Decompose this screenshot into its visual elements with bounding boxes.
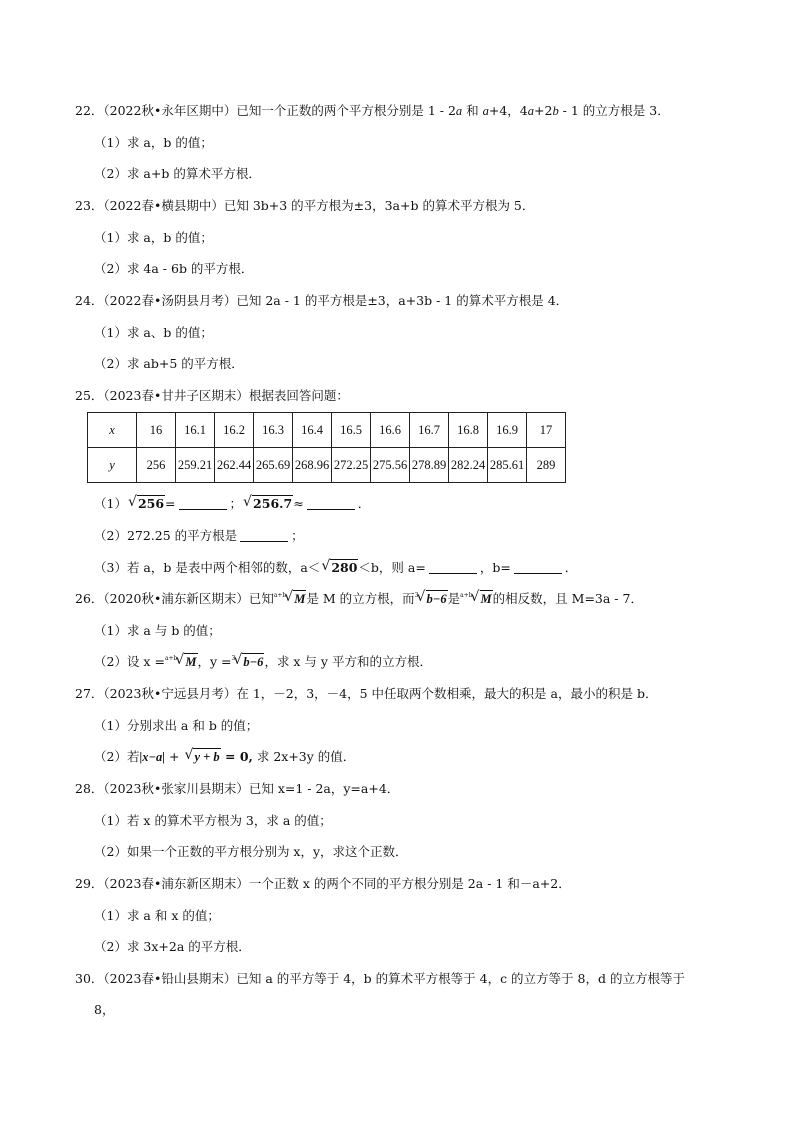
question-25-stem: 25．（2023春•甘井子区期末）根据表回答问题： xyxy=(75,388,349,403)
table-cell: 16.4 xyxy=(293,413,332,448)
question-27-stem: 27．（2023秋•宁远县月考）在 1，－2，3，－4，5 中任取两个数相乘，最大的积是 a，最小的积是 b． xyxy=(75,686,658,701)
sqrt-280: √ 280 xyxy=(321,560,358,576)
table-cell: 16.9 xyxy=(488,413,527,448)
question-25-part-2: （2）272.25 的平方根是 ； xyxy=(94,528,304,543)
question-24-part-2: （2）求 ab+5 的平方根． xyxy=(94,356,244,371)
question-29-part-1: （1）求 a 和 x 的值； xyxy=(94,908,220,923)
question-22-part-1: （1）求 a，b 的值； xyxy=(94,135,213,150)
sqrt-y-plus-b: √ y + b xyxy=(184,749,220,765)
table-cell: 16.8 xyxy=(449,413,488,448)
sqrt-256: √ 256 xyxy=(128,496,165,512)
root-M: √ M xyxy=(284,591,306,607)
answer-blank[interactable] xyxy=(240,529,288,542)
question-27-part-2: （2）若|x−a| + √ y + b = 0, 求 2x+3y 的值． xyxy=(94,749,355,765)
table-row-y xyxy=(88,448,566,483)
table-cell: 16.1 xyxy=(176,413,215,448)
table-cell: 16.3 xyxy=(254,413,293,448)
question-24-part-1: （1）求 a、b 的值； xyxy=(94,325,213,340)
question-22-stem: 22．（2022秋•永年区期中）已知一个正数的两个平方根分别是 1 - 2a 和 a+4，4a+2b - 1 的立方根是 3． xyxy=(75,103,670,118)
table-cell: 16.2 xyxy=(215,413,254,448)
table-cell: 16 xyxy=(137,413,176,448)
question-28-stem: 28．（2023秋•张家川县期末）已知 x=1 - 2a，y=a+4． xyxy=(75,781,400,796)
answer-blank[interactable] xyxy=(179,497,227,510)
table-cell: 268.96 xyxy=(293,448,332,483)
table-header-y: y xyxy=(88,448,137,483)
question-27-part-1: （1）分别求出 a 和 b 的值； xyxy=(94,718,259,733)
table-row-x xyxy=(88,413,566,448)
table-cell: 275.56 xyxy=(371,448,410,483)
question-22-part-2: （2）求 a+b 的算术平方根． xyxy=(94,166,261,181)
question-25-part-1: （1）√ 256= ；√ 256.7≈ ． xyxy=(94,496,370,512)
question-23-part-1: （1）求 a，b 的值； xyxy=(94,230,213,245)
table-cell: 278.89 xyxy=(410,448,449,483)
root-M: √ M xyxy=(471,591,493,607)
table-cell: 265.69 xyxy=(254,448,293,483)
question-26-part-1: （1）求 a 与 b 的值； xyxy=(94,623,221,638)
question-23-stem: 23．（2022春•横县期中）已知 3b+3 的平方根为±3，3a+b 的算术平方根为 5． xyxy=(75,198,535,213)
table-cell: 16.6 xyxy=(371,413,410,448)
answer-blank[interactable] xyxy=(307,497,355,510)
cbrt-b-minus-6: √ b−6 xyxy=(417,591,448,607)
table-cell: 16.7 xyxy=(410,413,449,448)
question-29-part-2: （2）求 3x+2a 的平方根． xyxy=(94,939,251,954)
table-cell: 272.25 xyxy=(332,448,371,483)
question-30-stem: 30．（2023春•铅山县期末）已知 a 的平方等于 4，b 的算术平方根等于 4，c 的立方等于 8，d 的立方根等于 xyxy=(75,971,685,986)
cbrt-b-minus-6: √ b−6 xyxy=(233,654,264,670)
answer-blank[interactable] xyxy=(514,561,562,574)
table-cell: 289 xyxy=(527,448,566,483)
table-cell: 282.24 xyxy=(449,448,488,483)
table-cell: 256 xyxy=(137,448,176,483)
question-23-part-2: （2）求 4a - 6b 的平方根． xyxy=(94,261,254,276)
table-cell: 285.61 xyxy=(488,448,527,483)
table-cell: 262.44 xyxy=(215,448,254,483)
root-M: √ M xyxy=(175,654,197,670)
question-28-part-1: （1）若 x 的算术平方根为 3，求 a 的值； xyxy=(94,813,332,828)
table-cell: 17 xyxy=(527,413,566,448)
data-table xyxy=(87,412,566,483)
sqrt-256-7: √ 256.7 xyxy=(243,496,293,512)
question-29-stem: 29．（2023春•浦东新区期末）一个正数 x 的两个不同的平方根分别是 2a - 1 和－a+2． xyxy=(75,876,571,891)
table-header-x: x xyxy=(88,413,137,448)
question-26-part-2: （2）设 x =$^{a+b}$√ M，y =$^3$√ b−6，求 x 与 y 平方和的立方根． xyxy=(94,654,432,673)
table-cell: 16.5 xyxy=(332,413,371,448)
question-30-continuation: 8， xyxy=(94,1002,115,1017)
question-25-part-3: （3）若 a，b 是表中两个相邻的数，a＜√ 280＜b，则 a= ，b= ． xyxy=(94,560,577,576)
answer-blank[interactable] xyxy=(429,561,477,574)
table-cell: 259.21 xyxy=(176,448,215,483)
question-24-stem: 24．（2022春•汤阴县月考）已知 2a - 1 的平方根是±3，a+3b - 1 的算术平方根是 4． xyxy=(75,293,569,308)
question-26-stem: 26．（2020秋•浦东新区期末）已知$^{a+b}$√ M是 M 的立方根，而$^3$√ b−6是$^{a+b}$√ M的相反数，且 M=3a - 7． xyxy=(75,591,643,610)
question-28-part-2: （2）如果一个正数的平方根分别为 x，y，求这个正数． xyxy=(94,844,408,859)
